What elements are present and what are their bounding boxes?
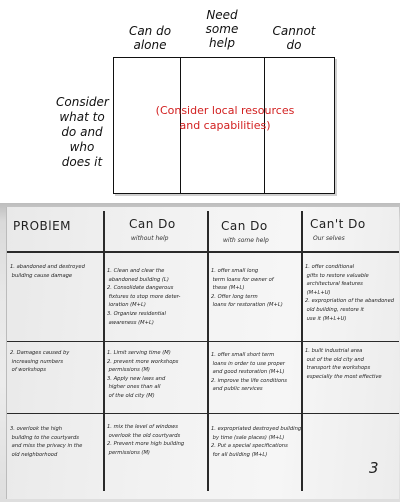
- column-header-can-do-alone: Can do alone: [128, 24, 172, 52]
- some-help-cell-1: 1. offer small long term loans for owner of these (M+L) 2. Offer long term loans for restoration (M+L): [211, 268, 283, 309]
- worksheet-row-line-2: [7, 413, 399, 414]
- can-do-cell-1: 1. Clean and clear the abandoned building (L) 2. Consolidate dangerous fixtures to stop more deter- ioration (M+L) 3. Organize residential awareness (M+L): [107, 268, 181, 326]
- worksheet-header-problem: PROBlEM: [13, 219, 72, 233]
- worksheet-col-line-2: [207, 211, 209, 491]
- worksheet-sub-our-selves: Our selves: [313, 235, 345, 242]
- row-header-consider: Consider what to do and who does it: [56, 95, 109, 169]
- problem-cell-2: 2. Damages caused by increasing numbers of workshops: [10, 350, 70, 374]
- some-help-cell-3: 1. expropriated destroyed building by time (sale places) (M+L) 2. Put a special specifications for all building (M+L): [211, 426, 302, 458]
- worksheet-sub-with-some-help: with some help: [223, 237, 269, 244]
- can-do-cell-2: 1. Limit serving time (M) 2. prevent more workshops permissions (M) 3. Apply new laws and higher ones than all of the old city (M): [107, 350, 179, 399]
- column-header-cannot-do: Cannot do: [272, 24, 316, 52]
- page-number: 3: [369, 459, 379, 477]
- worksheet-col-line-1: [103, 211, 105, 491]
- can-do-cell-3: 1. mix the level of windows overlook the old courtyards 2. Prevent more high building permissions (M): [107, 424, 185, 456]
- worksheet-row-line-1: [7, 341, 399, 342]
- worksheet-header-line: [7, 251, 399, 253]
- worksheet-header-cant-do: Can't Do: [310, 217, 366, 231]
- some-help-cell-2: 1. offer small short term loans in order to use proper and good restoration (M+L) 2. improve the life conditions and public services: [211, 352, 288, 393]
- worksheet-sub-without-help: without help: [131, 235, 169, 242]
- column-header-need-some-help: Need some help: [205, 8, 239, 50]
- cannot-cell-2: 1. built industrial area out of the old city and transport the workshops especially the most effective: [305, 348, 382, 380]
- worksheet-photo: [0, 203, 400, 502]
- worksheet-sheet: [6, 207, 399, 499]
- problem-cell-1: 1. abandoned and destroyed building cause damage: [10, 264, 85, 279]
- worksheet-header-can-do-help: Can Do: [221, 219, 268, 233]
- problem-cell-3: 3. overlook the high building to the courtyards and miss the privacy in the old neighborhood: [10, 426, 83, 458]
- grid-center-note: (Consider local resources and capabilities): [155, 104, 295, 132]
- worksheet-header-can-do: Can Do: [129, 217, 176, 231]
- cannot-cell-1: 1. offer conditional gifts to restore valuable architectural features (M+L+U) 2. expropriation of the abandoned old building, restore it use it (M+L+U): [305, 264, 395, 322]
- worksheet-col-line-3: [301, 211, 303, 491]
